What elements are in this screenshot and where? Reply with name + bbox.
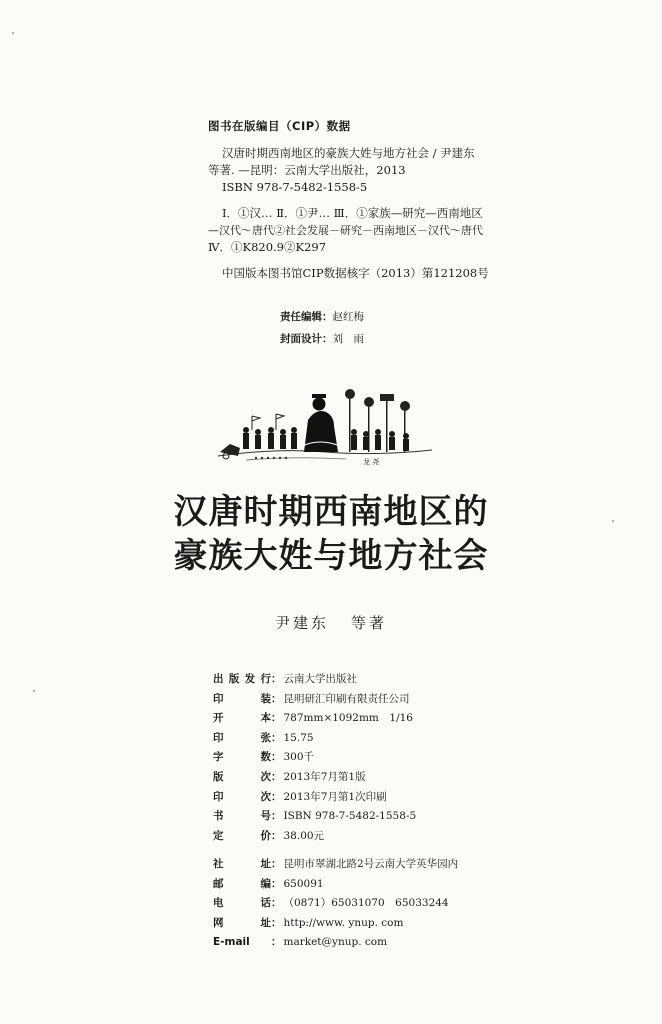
cover-designer-name: 刘 雨 (332, 333, 364, 345)
pub-row: 版次 ： 2013年7月第1版 (213, 770, 366, 783)
book-title-line-2: 豪族大姓与地方社会 (173, 536, 489, 576)
contact-row: 社址 ： 昆明市翠湖北路2号云南大学英华园内 (213, 858, 459, 870)
author-line (0, 612, 662, 633)
pub-row: 定价 ： 38.00元 (213, 829, 325, 842)
cip-heading: 图书在版编目（CIP）数据 (208, 119, 351, 133)
pub-row: 印次 ： 2013年7月第1次印刷 (213, 790, 387, 803)
publisher-contact (213, 855, 458, 953)
cip-record (208, 145, 489, 282)
scan-speck (612, 520, 614, 522)
pub-row: 书号 ： ISBN 978-7-5482-1558-5 (213, 810, 417, 823)
author-role: 等著 (351, 614, 388, 632)
credits (280, 306, 364, 350)
cip-line-number: 中国版本图书馆CIP数据核字（2013）第121208号 (222, 266, 489, 280)
book-title (0, 490, 662, 578)
cover-designer-label: 封面设计： (280, 333, 333, 345)
book-title-line-1: 汉唐时期西南地区的 (173, 492, 489, 532)
contact-row: E-mail ： market@ynup. com (213, 933, 458, 953)
editor-name: 赵红梅 (332, 311, 364, 323)
editor-label: 责任编辑： (280, 311, 333, 323)
contact-row: 网址 ： http://www. ynup. com (213, 914, 458, 934)
author-name: 尹建东 (274, 614, 329, 632)
procession-illustration-icon (216, 386, 434, 468)
illustration-caption: 龙 尧 (363, 458, 380, 466)
contact-row: 电话 ： （0871）65031070 65033244 (213, 897, 449, 910)
pub-row: 印装 ： 昆明研汇印刷有限责任公司 (213, 692, 410, 705)
contact-row: 邮编 ： 650091 (213, 877, 324, 890)
cip-line-title: 汉唐时期西南地区的豪族大姓与地方社会 / 尹建东 (222, 146, 475, 160)
pub-row: 开本 ： 787mm×1092mm 1/16 (213, 712, 413, 725)
email-link[interactable]: market@ynup. com (283, 936, 388, 949)
publication-details (213, 670, 416, 846)
cip-line-publisher: 等著. —昆明：云南大学出版社，2013 (208, 163, 406, 177)
cip-line-subject-1: Ⅰ．①汉… Ⅱ．①尹… Ⅲ．①家族—研究—西南地区 (222, 206, 483, 220)
scan-speck (33, 690, 35, 692)
website-link[interactable]: http://www. ynup. com (283, 916, 404, 929)
scan-speck (12, 32, 14, 34)
pub-row: 印张 ： 15.75 (213, 731, 314, 744)
cip-line-isbn: ISBN 978-7-5482-1558-5 (222, 180, 368, 194)
cip-line-classification: Ⅳ．①K820.9②K297 (208, 240, 327, 254)
pub-row: 字数 ： 300千 (213, 751, 315, 764)
pub-row: 出版发行 ： 云南大学出版社 (213, 673, 357, 685)
cip-line-subject-2: —汉代～唐代②社会发展－研究－西南地区－汉代～唐代 (208, 224, 483, 237)
